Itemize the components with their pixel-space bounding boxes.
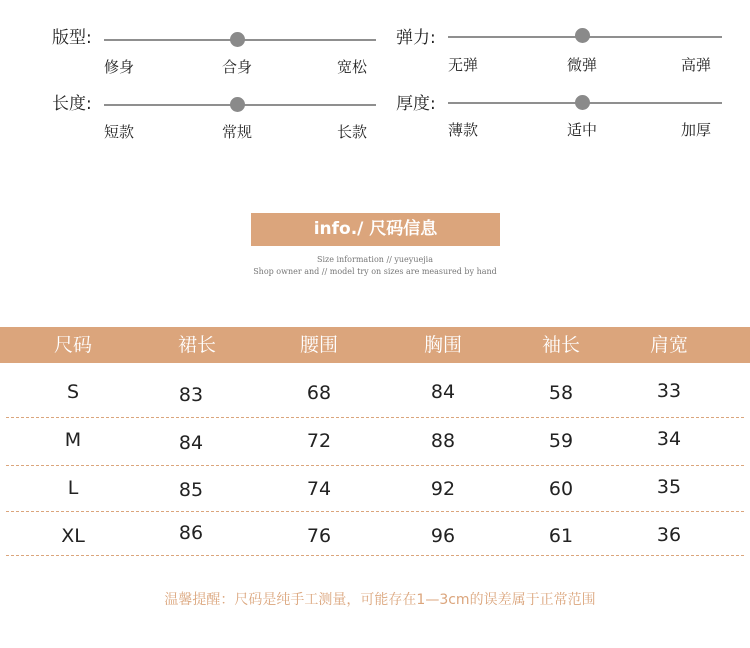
table-row: [0, 512, 750, 560]
measurement-note: 温馨提醒：尺码是纯手工测量，可能存在1—3cm的误差属于正常范围: [164, 592, 596, 608]
fit-option-loose: 宽松: [337, 58, 368, 76]
fit-option-tight: 修身: [104, 58, 135, 76]
cell-skirt-length: 85: [178, 479, 204, 501]
header-size: 尺码: [53, 334, 93, 356]
cell-skirt-length: 83: [178, 384, 204, 406]
cell-bust: 96: [430, 525, 456, 547]
cell-size: M: [64, 429, 82, 451]
thickness-option-medium: 适中: [567, 121, 598, 139]
elasticity-option-none: 无弹: [448, 56, 479, 74]
cell-sleeve-length: 60: [548, 478, 574, 500]
header-skirt-length: 裙长: [177, 334, 217, 356]
size-info-banner: info./ 尺码信息: [251, 213, 500, 246]
length-option-short: 短款: [104, 123, 135, 141]
cell-waist: 72: [306, 430, 332, 452]
cell-shoulder-width: 33: [656, 380, 682, 402]
thickness-option-thick: 加厚: [681, 121, 712, 139]
table-row: [0, 418, 750, 466]
cell-sleeve-length: 61: [548, 525, 574, 547]
cell-waist: 74: [306, 478, 332, 500]
elasticity-option-high: 高弹: [681, 56, 712, 74]
cell-shoulder-width: 34: [656, 428, 682, 450]
length-option-long: 长款: [337, 123, 368, 141]
header-bust: 胸围: [423, 334, 463, 356]
header-waist: 腰围: [299, 334, 339, 356]
elasticity-label: 弹力:: [396, 28, 436, 48]
size-table-header: [0, 327, 750, 363]
size-info-caption: Shop owner and // model try on sizes are measured by hand: [253, 267, 497, 276]
length-slider-dot: [230, 97, 245, 112]
cell-sleeve-length: 59: [548, 430, 574, 452]
table-row: [0, 466, 750, 514]
cell-size: L: [67, 477, 79, 499]
cell-waist: 76: [306, 525, 332, 547]
cell-bust: 92: [430, 478, 456, 500]
fit-slider-dot: [230, 32, 245, 47]
thickness-slider-dot: [575, 95, 590, 110]
length-option-regular: 常规: [222, 123, 253, 141]
header-shoulder-width: 肩宽: [649, 334, 689, 356]
thickness-label: 厚度:: [396, 94, 436, 114]
elasticity-slider-dot: [575, 28, 590, 43]
cell-shoulder-width: 35: [656, 476, 682, 498]
cell-bust: 84: [430, 381, 456, 403]
size-info-subtitle: Size information // yueyuejia: [316, 255, 434, 264]
header-sleeve-length: 袖长: [541, 334, 581, 356]
cell-size: S: [66, 381, 80, 403]
fit-label: 版型:: [52, 28, 92, 48]
cell-waist: 68: [306, 382, 332, 404]
table-row: [0, 370, 750, 418]
cell-sleeve-length: 58: [548, 382, 574, 404]
elasticity-option-slight: 微弹: [567, 56, 598, 74]
cell-shoulder-width: 36: [656, 524, 682, 546]
cell-size: XL: [61, 525, 85, 547]
length-label: 长度:: [52, 94, 92, 114]
thickness-option-thin: 薄款: [448, 121, 479, 139]
cell-skirt-length: 84: [178, 432, 204, 454]
row-divider: [6, 555, 744, 556]
cell-skirt-length: 86: [178, 522, 204, 544]
cell-bust: 88: [430, 430, 456, 452]
fit-option-regular: 合身: [222, 58, 253, 76]
